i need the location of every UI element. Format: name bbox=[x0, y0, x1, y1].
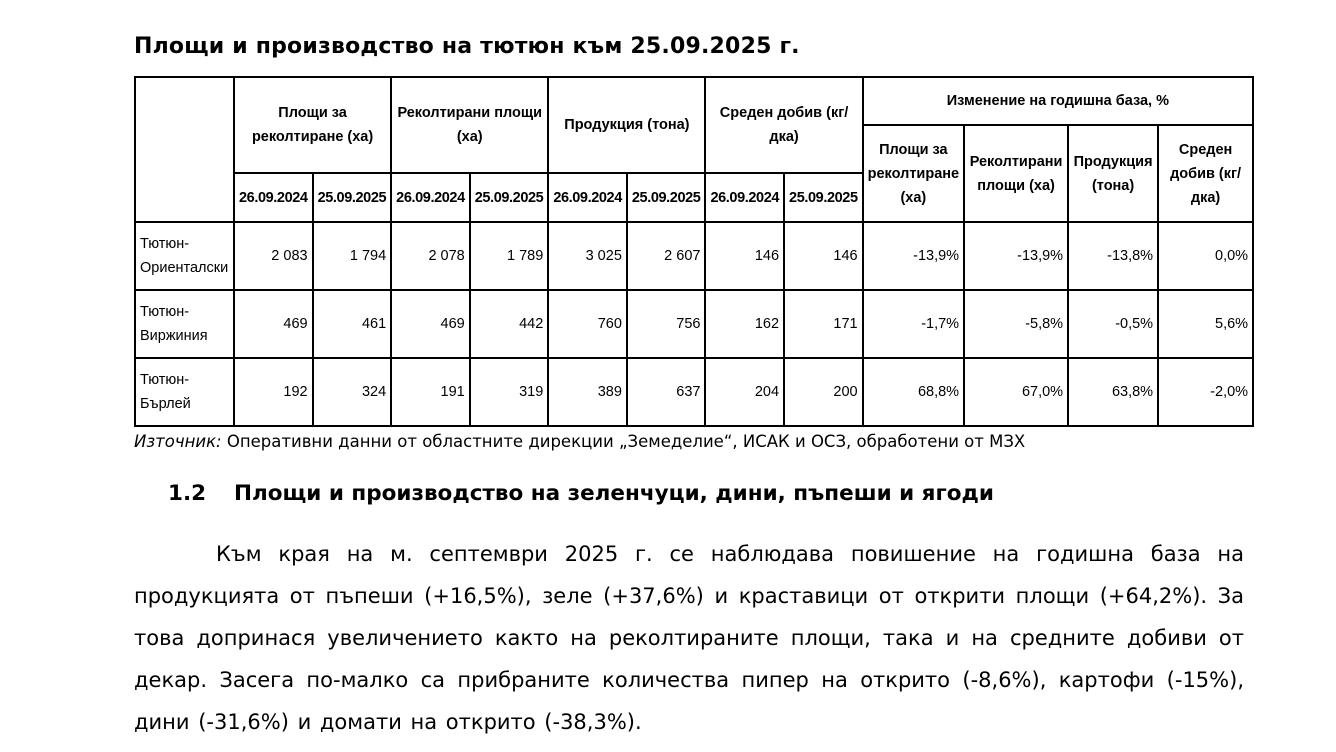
row-label: Тютюн-Бърлей bbox=[135, 358, 234, 426]
page-title: Площи и производство на тютюн към 25.09.2025 г. bbox=[134, 34, 800, 59]
value-cell: 191 bbox=[391, 358, 470, 426]
value-cell: 319 bbox=[470, 358, 549, 426]
value-cell: 2 083 bbox=[234, 222, 313, 290]
group-header: Площи за реколтиране (ха) bbox=[234, 77, 391, 173]
value-cell: 200 bbox=[784, 358, 863, 426]
table-row bbox=[135, 358, 1253, 426]
source-label: Източник: bbox=[134, 432, 222, 451]
value-cell: 2 078 bbox=[391, 222, 470, 290]
value-cell: 171 bbox=[784, 290, 863, 358]
change-subheader: Среден добив (кг/дка) bbox=[1158, 125, 1253, 222]
value-cell: 760 bbox=[548, 290, 627, 358]
value-cell: 637 bbox=[627, 358, 706, 426]
row-label: Тютюн-Ориенталски bbox=[135, 222, 234, 290]
date-cell: 26.09.2024 bbox=[234, 173, 313, 222]
change-subheader: Продукция (тона) bbox=[1068, 125, 1158, 222]
value-cell: 192 bbox=[234, 358, 313, 426]
value-cell: 204 bbox=[705, 358, 784, 426]
change-cell: 0,0% bbox=[1158, 222, 1253, 290]
change-subheader: Площи за реколтиране (ха) bbox=[863, 125, 964, 222]
value-cell: 442 bbox=[470, 290, 549, 358]
value-cell: 1 794 bbox=[313, 222, 392, 290]
value-cell: 3 025 bbox=[548, 222, 627, 290]
change-header: Изменение на годишна база, % bbox=[863, 77, 1253, 125]
group-header: Реколтирани площи (ха) bbox=[391, 77, 548, 173]
group-header: Продукция (тона) bbox=[548, 77, 705, 173]
value-cell: 146 bbox=[705, 222, 784, 290]
value-cell: 2 607 bbox=[627, 222, 706, 290]
table-row bbox=[135, 222, 1253, 290]
section-title: Площи и производство на зеленчуци, дини, пъпеши и ягоди bbox=[234, 481, 994, 506]
date-cell: 25.09.2025 bbox=[470, 173, 549, 222]
change-cell: 5,6% bbox=[1158, 290, 1253, 358]
value-cell: 146 bbox=[784, 222, 863, 290]
value-cell: 469 bbox=[391, 290, 470, 358]
change-cell: -1,7% bbox=[863, 290, 964, 358]
value-cell: 324 bbox=[313, 358, 392, 426]
date-cell: 25.09.2025 bbox=[784, 173, 863, 222]
body-paragraph: Към края на м. септември 2025 г. се наблюдава повишение на годишна база на продукцията от пъпеши (+16,5%), зеле (+37,6%) и краставици от открити площи (+64,2%). За това допринася увеличението както на реколтираните площи, така и на средните добиви от декар. Засега по-малко са прибраните количества пипер на открито (-8,6%), картофи (-15%), дини (-31,6%) и домати на открито (-38,3%). bbox=[134, 542, 1244, 734]
table-row bbox=[135, 290, 1253, 358]
change-cell: -0,5% bbox=[1068, 290, 1158, 358]
change-subheader: Реколтирани площи (ха) bbox=[964, 125, 1068, 222]
change-cell: 68,8% bbox=[863, 358, 964, 426]
value-cell: 461 bbox=[313, 290, 392, 358]
value-cell: 389 bbox=[548, 358, 627, 426]
group-header: Среден добив (кг/дка) bbox=[705, 77, 862, 173]
value-cell: 162 bbox=[705, 290, 784, 358]
section-number: 1.2 bbox=[168, 481, 207, 506]
change-cell: -13,9% bbox=[863, 222, 964, 290]
header-row-1 bbox=[135, 77, 1253, 125]
section-heading bbox=[168, 481, 994, 506]
date-cell: 25.09.2025 bbox=[627, 173, 706, 222]
change-cell: 63,8% bbox=[1068, 358, 1158, 426]
change-cell: -5,8% bbox=[964, 290, 1068, 358]
change-cell: -13,8% bbox=[1068, 222, 1158, 290]
date-cell: 26.09.2024 bbox=[705, 173, 784, 222]
corner-cell bbox=[135, 77, 234, 222]
source-text: Оперативни данни от областните дирекции „Земеделие“, ИСАК и ОСЗ, обработени от МЗХ bbox=[226, 432, 1026, 451]
tobacco-table bbox=[134, 76, 1254, 427]
change-cell: -13,9% bbox=[964, 222, 1068, 290]
date-cell: 26.09.2024 bbox=[391, 173, 470, 222]
value-cell: 756 bbox=[627, 290, 706, 358]
value-cell: 469 bbox=[234, 290, 313, 358]
change-cell: 67,0% bbox=[964, 358, 1068, 426]
row-label: Тютюн-Виржиния bbox=[135, 290, 234, 358]
change-cell: -2,0% bbox=[1158, 358, 1253, 426]
value-cell: 1 789 bbox=[470, 222, 549, 290]
source-note bbox=[134, 432, 1025, 451]
date-cell: 25.09.2025 bbox=[313, 173, 392, 222]
date-cell: 26.09.2024 bbox=[548, 173, 627, 222]
